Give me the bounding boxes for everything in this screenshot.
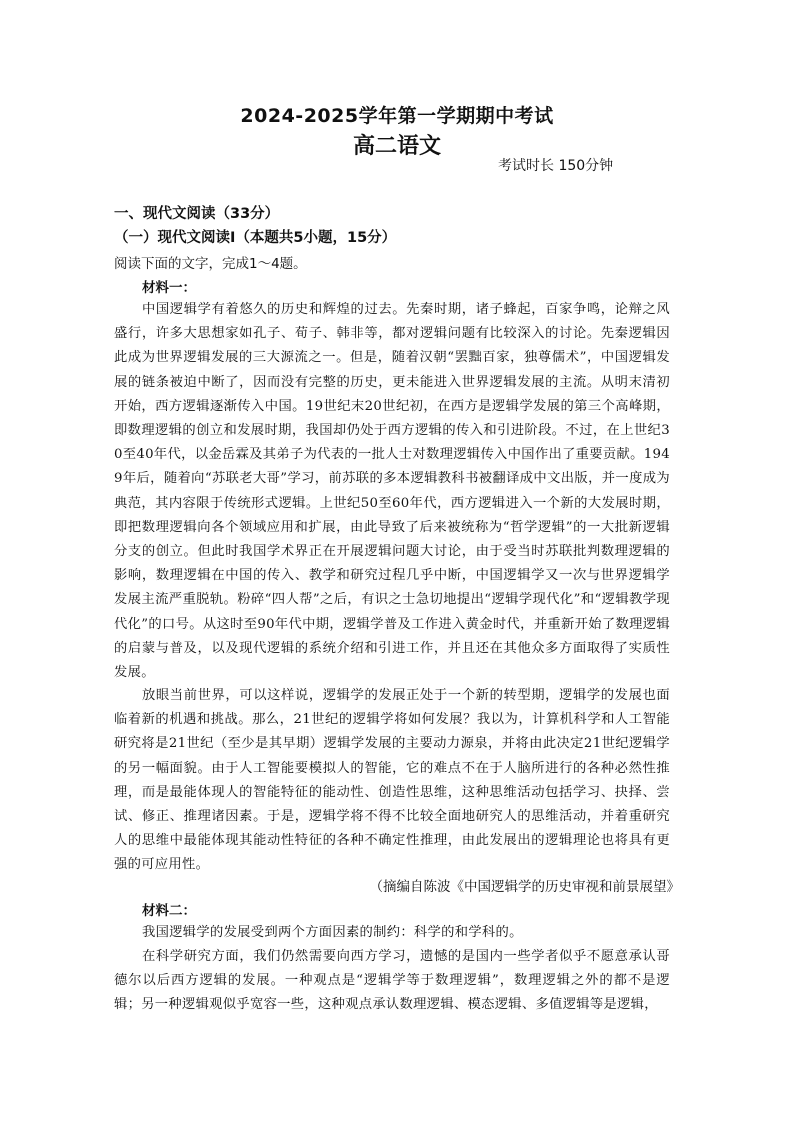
- exam-title: 2024-2025学年第一学期期中考试: [240, 105, 554, 127]
- exam-duration: 考试时长 150分钟: [498, 158, 614, 174]
- material-one-source: （摘编自陈波《中国逻辑学的历史审视和前景展望》: [369, 879, 680, 895]
- exam-subject: 高二语文: [352, 134, 441, 159]
- material-two-paragraph-2: 在科学研究方面，我们仍然需要向西方学习，遗憾的是国内一些学者似乎不愿意承认哥德尔以后西方逻辑的发展。一种观点是“逻辑学等于数理逻辑”，数理逻辑之外的都不是逻辑；另一种逻辑观似乎宽容一些，这种观点承认数理逻辑、模态逻辑、多值逻辑等是逻辑，: [114, 949, 670, 1013]
- subsection-heading: （一）现代文阅读Ⅰ（本题共5小题，15分）: [114, 230, 397, 246]
- material-one-paragraph-1: 中国逻辑学有着悠久的历史和辉煌的过去。先秦时期，诸子蜂起，百家争鸣，论辩之风盛行，许多大思想家如孔子、荀子、韩非等，都对逻辑问题有比较深入的讨论。先秦逻辑因此成为世界逻辑发展的三大源流之一。但是，随着汉朝“罢黜百家，独尊儒术”，中国逻辑发展的链条被迫中断了，因而没有完整的历史，更未能进入世界逻辑发展的主流。从明末清初开始，西方逻辑逐渐传入中国。19世纪末20世纪初，在西方是逻辑学发展的第三个高峰期，即数理逻辑的创立和发展时期，我国却仍处于西方逻辑的传入和引进阶段。不过，在上世纪30至40年代，以金岳霖及其弟子为代表的一批人士对数理逻辑传入中国作出了重要贡献。1949年后，随着向“苏联老大哥”学习，前苏联的多本逻辑教科书被翻译成中文出版，并一度成为典范，其内容限于传统形式逻辑。上世纪50至60年代，西方逻辑进入一个新的大发展时期，即把数理逻辑向各个领域应用和扩展，由此导致了后来被统称为“哲学逻辑”的一大批新逻辑分支的创立。但此时我国学术界正在开展逻辑问题大讨论，由于受当时苏联批判数理逻辑的影响，数理逻辑在中国的传入、教学和研究过程几乎中断，中国逻辑学又一次与世界逻辑学发展主流严重脱轨。粉碎“四人帮”之后，有识之士急切地提出“逻辑学现代化”和“逻辑教学现代化”的口号。从这时至90年代中期，逻辑学普及工作进入黄金时代，并重新开始了数理逻辑的启蒙与普及，以及现代逻辑的系统介绍和引进工作，并且还在其他众多方面取得了实质性发展。: [114, 302, 670, 681]
- material-two-label: 材料二：: [142, 903, 196, 919]
- section-heading: 一、现代文阅读（33分）: [114, 206, 280, 222]
- material-one-label: 材料一：: [142, 280, 196, 296]
- reading-instruction: 阅读下面的文字，完成1～4题。: [114, 256, 307, 272]
- material-two-paragraph-1: 我国逻辑学的发展受到两个方面因素的制约：科学的和学科的。: [142, 925, 523, 940]
- material-one-paragraph-2: 放眼当前世界，可以这样说，逻辑学的发展正处于一个新的转型期，逻辑学的发展也面临着新的机遇和挑战。那么，21世纪的逻辑学将如何发展？我以为，计算机科学和人工智能研究将是21世纪（至少是其早期）逻辑学发展的主要动力源泉，并将由此决定21世纪逻辑学的另一幅面貌。由于人工智能要模拟人的智能，它的难点不在于人脑所进行的各种必然性推理，而是最能体现人的智能特征的能动性、创造性思维，这种思维活动包括学习、抉择、尝试、修正、推理诸因素。于是，逻辑学将不得不比较全面地研究人的思维活动，并着重研究人的思维中最能体现其能动性特征的各种不确定性推理，由此发展出的逻辑理论也将具有更强的可应用性。: [114, 688, 670, 873]
